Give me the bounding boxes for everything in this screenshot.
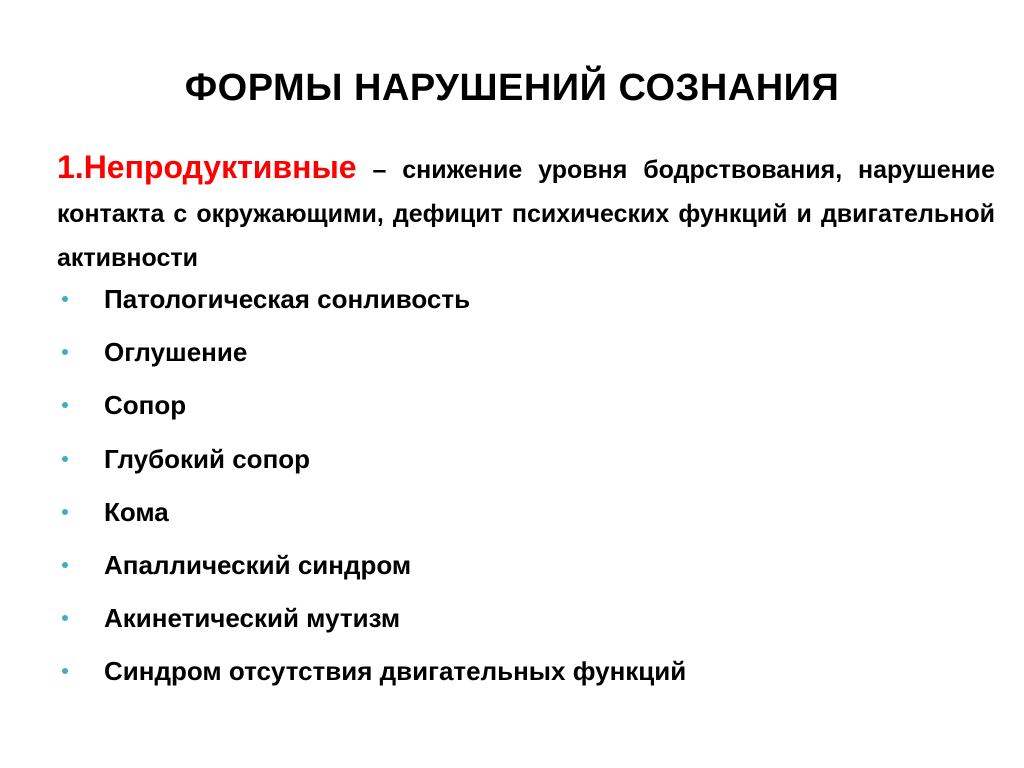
bullet-list xyxy=(60,277,686,703)
list-item-label: Апаллический синдром xyxy=(104,549,412,580)
list-item xyxy=(60,490,686,543)
slide-title: ФОРМЫ НАРУШЕНИЙ СОЗНАНИЯ xyxy=(184,67,840,109)
list-item xyxy=(60,383,686,436)
list-item-label: Глубокий сопор xyxy=(104,443,311,474)
list-item-label: Патологическая сонливость xyxy=(104,284,471,314)
list-item xyxy=(60,596,686,649)
list-item xyxy=(60,649,686,702)
list-item-label: Синдром отсутствия двигательных функций xyxy=(104,656,687,687)
bullet-icon xyxy=(62,456,68,462)
bullet-icon xyxy=(62,402,68,408)
list-item-label: Оглушение xyxy=(104,337,248,368)
section-lead: 1.Непродуктивные xyxy=(57,149,357,185)
list-item-label: Кома xyxy=(104,496,169,527)
list-item-label: Сопор xyxy=(104,390,187,421)
bullet-icon xyxy=(62,615,68,621)
bullet-icon xyxy=(62,562,68,568)
list-item xyxy=(60,437,686,490)
bullet-icon xyxy=(62,296,68,302)
list-item xyxy=(60,277,686,330)
bullet-icon xyxy=(62,668,68,674)
bullet-icon xyxy=(62,509,68,515)
section-intro xyxy=(57,145,995,280)
list-item xyxy=(60,330,686,383)
list-item xyxy=(60,543,686,596)
list-item-label: Акинетический мутизм xyxy=(104,603,401,634)
bullet-icon xyxy=(62,349,68,355)
section-description: – снижение уровня бодрствования, нарушение контакта с окружающими, дефицит психических функций и двигательной активности xyxy=(57,156,995,272)
